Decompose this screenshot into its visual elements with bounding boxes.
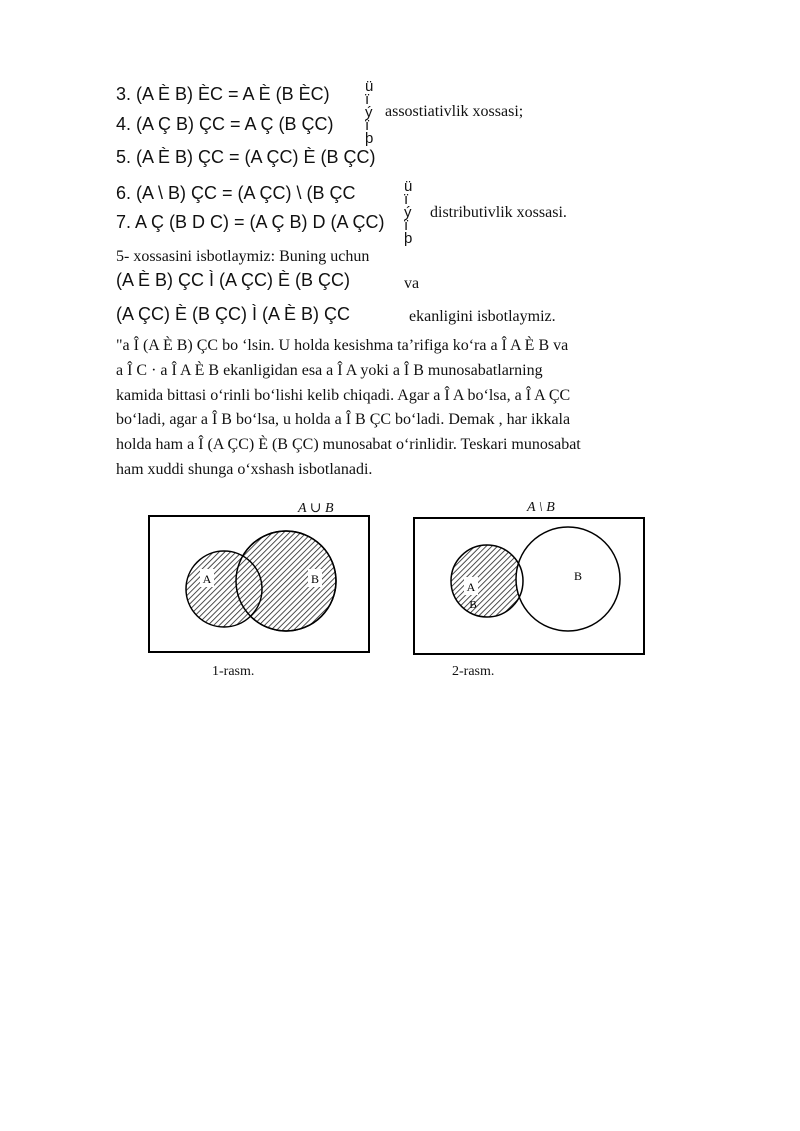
proof-line-5: holda ham a Î (A ÇC) È (B ÇC) munosabat o‘rinlidir. Teskari munosabat xyxy=(116,436,581,453)
label-b: B xyxy=(573,569,583,583)
proof-line-3: kamida bittasi o‘rinli bo‘lishi kelib chiqadi. Agar a Î A bo‘lsa, a Î A ÇC xyxy=(116,387,571,404)
venn-diagram-union xyxy=(148,515,370,653)
distributive-note: distributivlik xossasi. xyxy=(430,204,567,221)
proof-line-1: "a Î (A È B) ÇC bo ‘lsin. U holda kesishma ta’rifiga ko‘ra a Î A È B va xyxy=(116,337,569,354)
label-b-small: B xyxy=(469,599,477,611)
property-6: 6. (A \ B) ÇC = (A ÇC) \ (B ÇC xyxy=(116,183,356,203)
property-3: 3. (A È B) ÈC = A È (B ÈC) xyxy=(116,84,330,104)
figure-2-caption: 2-rasm. xyxy=(452,664,495,679)
associative-note: assostiativlik xossasi; xyxy=(385,103,524,120)
brace-distributive: ü ï ý ï þ xyxy=(404,178,413,247)
brace-associative: ü ï ý ï þ xyxy=(365,78,374,147)
proof-intro: 5- xossasini isbotlaymiz: Buning uchun xyxy=(116,248,370,265)
relation-1: (A È B) ÇC Ì (A ÇC) È (B ÇC) xyxy=(116,270,351,290)
label-b: B xyxy=(310,572,320,586)
relation-2-tail: ekanligini isbotlaymiz. xyxy=(409,308,556,325)
relation-1-va: va xyxy=(404,275,420,292)
proof-line-6: ham xuddi shunga o‘xshash isbotlanadi. xyxy=(116,461,373,478)
universe-rectangle xyxy=(414,518,644,654)
figure-1-caption: 1-rasm. xyxy=(212,664,255,679)
figure-2-title: A \ B xyxy=(527,500,555,515)
property-7: 7. A Ç (B D C) = (A Ç B) D (A ÇC) xyxy=(116,212,385,232)
proof-line-2: a Î C · a Î A È B ekanligidan esa a Î A yoki a Î B munosabatlarning xyxy=(116,362,543,379)
label-a: A xyxy=(466,580,476,594)
property-4: 4. (A Ç B) ÇC = A Ç (B ÇC) xyxy=(116,114,334,134)
figure-1-title: A ∪ B xyxy=(298,501,334,516)
label-a: A xyxy=(202,572,212,586)
venn-diagram-difference xyxy=(413,517,645,655)
proof-line-4: bo‘ladi, agar a Î B bo‘lsa, u holda a Î B ÇC bo‘ladi. Demak , har ikkala xyxy=(116,411,571,428)
relation-2: (A ÇC) È (B ÇC) Ì (A È B) ÇC xyxy=(116,304,351,324)
property-5: 5. (A È B) ÇC = (A ÇC) È (B ÇC) xyxy=(116,147,376,167)
